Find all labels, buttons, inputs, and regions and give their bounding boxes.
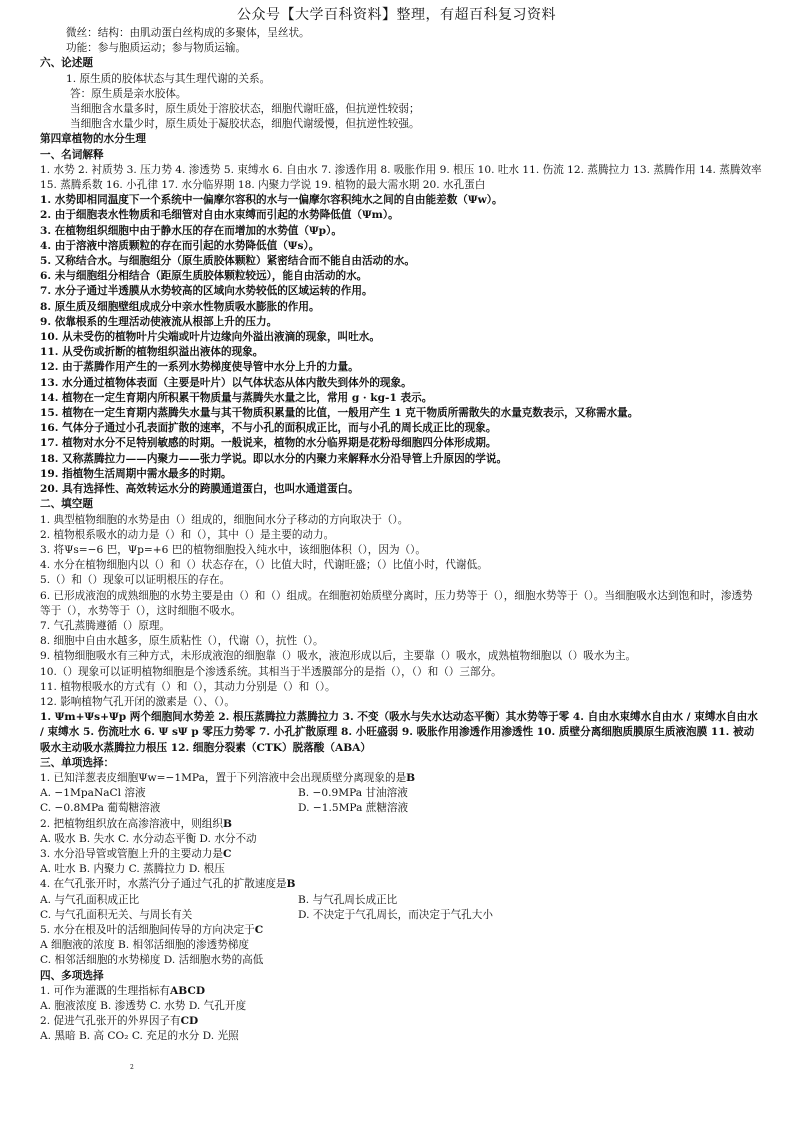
definition: 17. 植物对水分不足特别敏感的时期。一般说来，植物的水分临界期是花粉母细胞四分体形成期。 bbox=[40, 437, 497, 450]
fill-blank-item: 1. 典型植物细胞的水势是由（）组成的，细胞间水分子移动的方向取决于（）。 bbox=[40, 513, 409, 526]
definition: 14. 植物在一定生育期内所积累干物质量与蒸腾失水量之比，常用 g · kg-1 表示。 bbox=[40, 391, 433, 404]
definition: 9. 依靠根系的生理活动使液流从根部上升的压力。 bbox=[40, 315, 278, 328]
question-stem: 2. 促进气孔张开的外界因子有 bbox=[40, 1015, 181, 1028]
choice-question bbox=[40, 923, 762, 938]
choice-question bbox=[40, 817, 762, 832]
definition: 5. 又称结合水。与细胞组分（原生质胶体颗粒）紧密结合而不能自由活动的水。 bbox=[40, 255, 415, 268]
definition: 4. 由于溶液中溶质颗粒的存在而引起的水势降低值（Ψs）。 bbox=[40, 239, 320, 252]
choice-question bbox=[40, 847, 762, 862]
definition: 8. 原生质及细胞壁组成成分中亲水性物质吸水膨胀的作用。 bbox=[40, 300, 320, 313]
section-title: 二、填空题 bbox=[40, 498, 93, 511]
fill-blank-answers: 1. Ψm+Ψs+Ψp 两个细胞间水势差 2. 根压蒸腾拉力蒸腾拉力 3. 不变（吸水与失水达动态平衡）其水势等于零 4. 自由水束缚水自由水 / 束缚水自由水 / 束缚水 5. 伤流吐水 6. Ψ sΨ p 零压力势零 7. 小孔扩散原理 8. 小旺盛弱 9. 吸胀作用渗透作用渗透性 10. 质壁分离细胞质膜原生质液泡膜 11. 被动吸水主动吸水蒸腾拉力根压 12. 细胞分裂素（CTK）脱落酸（ABA） bbox=[40, 711, 758, 754]
choice-options: A 细胞液的浓度 B. 相邻活细胞的渗透势梯度 bbox=[40, 939, 249, 952]
fill-blank-item: 4. 水分在植物细胞内以（）和（）状态存在，（）比值大时，代谢旺盛；（）比值小时，代谢低。 bbox=[40, 559, 488, 572]
question-stem: 2. 把植物组织放在高渗溶液中，则组织 bbox=[40, 817, 223, 830]
definition: 20. 具有选择性、高效转运水分的跨膜通道蛋白，也叫水通道蛋白。 bbox=[40, 483, 359, 496]
definition: 10. 从未受伤的植物叶片尖端或叶片边缘向外溢出液滴的现象，叫吐水。 bbox=[40, 331, 380, 344]
option: A. 与气孔面积成正比 bbox=[40, 893, 140, 906]
choice-options: A. 吐水 B. 内聚力 C. 蒸腾拉力 D. 根压 bbox=[40, 863, 225, 876]
choice-options: C. 相邻活细胞的水势梯度 D. 活细胞水势的高低 bbox=[40, 954, 264, 967]
option: D. 不决定于气孔周长，而决定于气孔大小 bbox=[298, 908, 493, 921]
answer-key: C bbox=[254, 923, 264, 936]
page-number: 2 bbox=[130, 1064, 134, 1071]
fill-blank-item: 2. 植物根系吸水的动力是（）和（），其中（）是主要的动力。 bbox=[40, 528, 335, 541]
question-stem: 3. 水分沿导管或管胞上升的主要动力是 bbox=[40, 847, 223, 860]
option: A. −1MpaNaCl 溶液 bbox=[40, 787, 146, 800]
definition: 12. 由于蒸腾作用产生的一系列水势梯度使导管中水分上升的力量。 bbox=[40, 361, 359, 374]
essay-question: 1. 原生质的胶体状态与其生理代谢的关系。 bbox=[66, 72, 271, 85]
option: B. 与气孔周长成正比 bbox=[298, 893, 398, 906]
definition: 3. 在植物组织细胞中由于静水压的存在而增加的水势值（Ψp）。 bbox=[40, 224, 342, 237]
section-title: 三、单项选择： bbox=[40, 756, 115, 769]
essay-answer: 答：原生质是亲水胶体。 bbox=[70, 87, 187, 100]
fill-blank-item: 12. 影响植物气孔开闭的激素是（）、（）。 bbox=[40, 695, 236, 708]
choice-options: A. 黑暗 B. 高 CO₂ C. 充足的水分 D. 光照 bbox=[40, 1030, 239, 1043]
definition: 19. 指植物生活周期中需水最多的时期。 bbox=[40, 467, 232, 480]
question-stem: 1. 可作为灌溉的生理指标有 bbox=[40, 984, 171, 997]
choice-options bbox=[40, 893, 762, 908]
fill-blank-item: 3. 将Ψs=−6 巴，Ψp=+6 巴的植物细胞投入纯水中，该细胞体积（），因为（）。 bbox=[40, 543, 427, 556]
definition: 7. 水分子通过半透膜从水势较高的区域向水势较低的区域运转的作用。 bbox=[40, 285, 373, 298]
choice-options bbox=[40, 801, 762, 816]
fill-blank-item: 5.（）和（）现象可以证明根压的存在。 bbox=[40, 574, 231, 587]
section-title: 四、多项选择 bbox=[40, 969, 104, 982]
answer-key: B bbox=[406, 771, 416, 784]
answer-key: B bbox=[222, 817, 232, 830]
choice-options: A. 胞液浓度 B. 渗透势 C. 水势 D. 气孔开度 bbox=[40, 1000, 247, 1012]
choice-question bbox=[40, 877, 762, 892]
choice-question bbox=[40, 1014, 762, 1029]
choice-options bbox=[40, 908, 762, 923]
intro-line: 功能：参与胞质运动；参与物质运输。 bbox=[66, 42, 247, 55]
definition: 16. 气体分子通过小孔表面扩散的速率，不与小孔的面积成正比，而与小孔的周长成正比的现象。 bbox=[40, 422, 497, 435]
term-list: 1. 水势 2. 衬质势 3. 压力势 4. 渗透势 5. 束缚水 6. 自由水 7. 渗透作用 8. 吸胀作用 9. 根压 10. 吐水 11. 伤流 12. 蒸腾拉力 13. 蒸腾作用 14. 蒸腾效率 15. 蒸腾系数 16. 小孔律 17. 水分临界期 18. 内聚力学说 19. 植物的最大需水期 20. 水孔蛋白 bbox=[40, 163, 762, 192]
section-title: 一、名词解释 bbox=[40, 148, 104, 161]
answer-key: C bbox=[222, 847, 232, 860]
choice-question bbox=[40, 984, 762, 999]
choice-question bbox=[40, 771, 762, 786]
question-stem: 5. 水分在根及叶的活细胞间传导的方向决定于 bbox=[40, 923, 255, 936]
answer-key: CD bbox=[180, 1015, 199, 1028]
answer-key: ABCD bbox=[170, 984, 206, 997]
fill-blank-item: 9. 植物细胞吸水有三种方式，未形成液泡的细胞靠（）吸水，液泡形成以后，主要靠（）吸水，成熟植物细胞以（）吸水为主。 bbox=[40, 650, 637, 663]
fill-blank-item: 10.（）现象可以证明植物细胞是个渗透系统。其相当于半透膜部分的是指（），（）和（）三部分。 bbox=[40, 665, 502, 678]
question-stem: 1. 已知洋葱表皮细胞Ψw=−1MPa，置于下列溶液中会出现质壁分离现象的是 bbox=[40, 771, 407, 784]
fill-blank-item: 8. 细胞中自由水越多，原生质粘性（），代谢（），抗性（）。 bbox=[40, 635, 324, 648]
essay-answer: 当细胞含水量多时，原生质处于溶胶状态，细胞代谢旺盛，但抗逆性较弱； bbox=[70, 103, 420, 116]
fill-blank-item: 11. 植物根吸水的方式有（）和（），其动力分别是（）和（）。 bbox=[40, 680, 336, 693]
choice-options: A. 吸水 B. 失水 C. 水分动态平衡 D. 水分不动 bbox=[40, 832, 257, 845]
option: C. −0.8MPa 葡萄糖溶液 bbox=[40, 802, 161, 815]
fill-blank-item: 7. 气孔蒸腾遵循（）原理。 bbox=[40, 619, 171, 632]
definition: 15. 植物在一定生育期内蒸腾失水量与其干物质积累量的比值，一般用产生 1 克干物质所需散失的水量克数表示，又称需水量。 bbox=[40, 407, 639, 420]
section-title: 六、论述题 bbox=[40, 57, 93, 70]
option: D. −1.5MPa 蔗糖溶液 bbox=[298, 802, 409, 815]
fill-blank-item: 6. 已形成液泡的成熟细胞的水势主要是由（）和（）组成。在细胞初始质壁分离时，压力势等于（），细胞水势等于（）。当细胞吸水达到饱和时，渗透势等于（），水势等于（），这时细胞不吸水。 bbox=[40, 589, 753, 617]
page-header: 公众号【大学百科资料】整理，有超百科复习资料 bbox=[237, 7, 556, 23]
definition: 18. 又称蒸腾拉力——内聚力——张力学说。即以水分的内聚力来解释水分沿导管上升原因的学说。 bbox=[40, 452, 508, 465]
definition: 6. 未与细胞组分相结合（距原生质胶体颗粒较远），能自由活动的水。 bbox=[40, 270, 368, 283]
definition: 11. 从受伤或折断的植物组织溢出液体的现象。 bbox=[40, 346, 264, 359]
question-stem: 4. 在气孔张开时，水蒸汽分子通过气孔的扩散速度是 bbox=[40, 878, 287, 891]
definition: 1. 水势即相同温度下一个系统中一偏摩尔容积的水与一偏摩尔容积纯水之间的自由能差数（Ψw）。 bbox=[40, 194, 503, 207]
chapter-title: 第四章植物的水分生理 bbox=[40, 133, 146, 146]
option: C. 与气孔面积无关、与周长有关 bbox=[40, 908, 193, 921]
definition: 2. 由于细胞表水性物质和毛细管对自由水束缚而引起的水势降低值（Ψm）。 bbox=[40, 209, 399, 222]
option: B. −0.9MPa 甘油溶液 bbox=[298, 787, 408, 800]
document-body bbox=[40, 26, 762, 1045]
essay-answer: 当细胞含水量少时，原生质处于凝胶状态，细胞代谢缓慢，但抗逆性较强。 bbox=[70, 118, 420, 131]
answer-key: B bbox=[286, 878, 296, 891]
definition: 13. 水分通过植物体表面（主要是叶片）以气体状态从体内散失到体外的现象。 bbox=[40, 376, 412, 389]
choice-options bbox=[40, 786, 762, 801]
intro-line: 微丝：结构：由肌动蛋白丝构成的多聚体，呈丝状。 bbox=[66, 27, 310, 39]
